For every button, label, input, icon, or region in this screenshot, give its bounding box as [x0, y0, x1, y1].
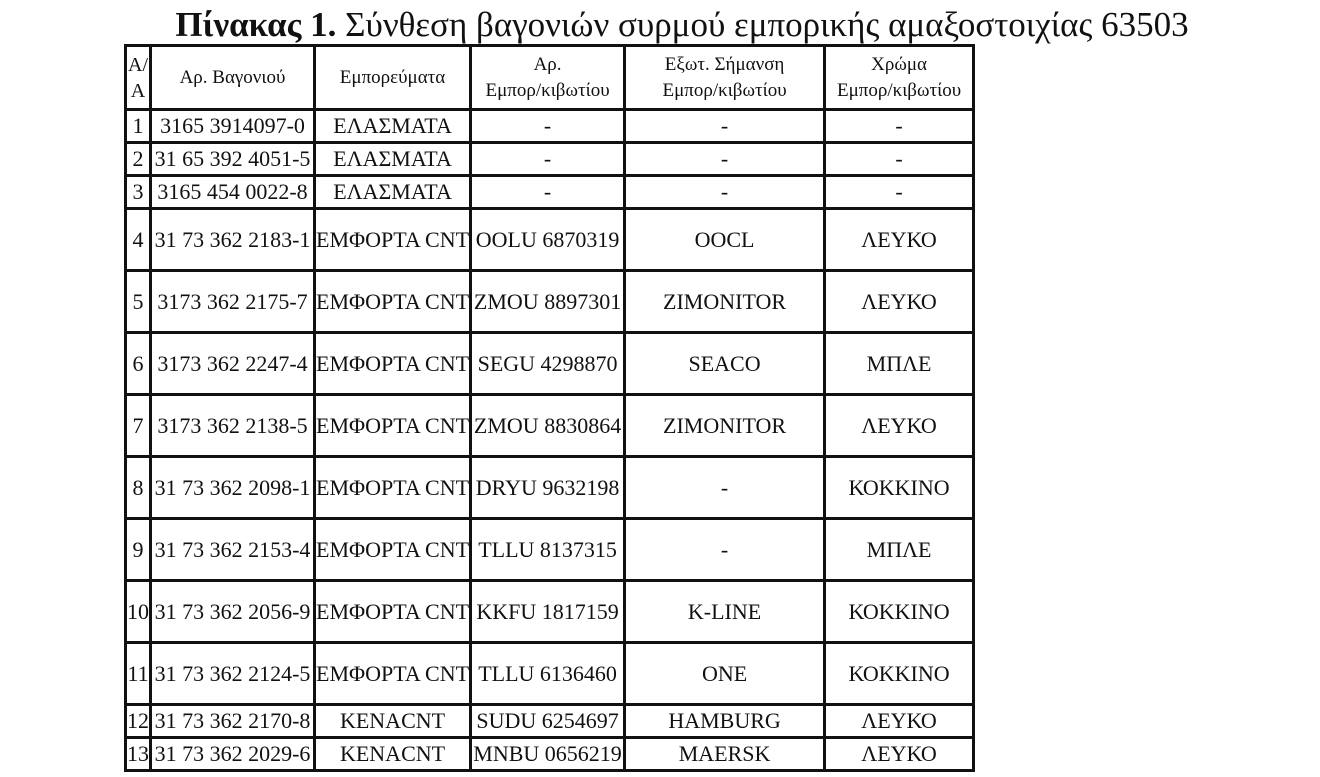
- cell-marking: OOCL: [626, 210, 826, 272]
- cell-marking: ONE: [626, 644, 826, 706]
- cell-marking: -: [626, 111, 826, 144]
- cell-wagon: 3173 362 2138-5: [152, 396, 316, 458]
- header-marking: [626, 47, 826, 111]
- cell-aa: 2: [127, 144, 152, 177]
- cell-aa: 10: [127, 582, 152, 644]
- cell-goods: ΕΜΦΟΡΤΑ CNT: [316, 582, 472, 644]
- cell-container-no: SEGU 4298870: [472, 334, 626, 396]
- cell-container-no: -: [472, 111, 626, 144]
- cell-container-no: DRYU 9632198: [472, 458, 626, 520]
- cell-container-no: ZMOU 8830864: [472, 396, 626, 458]
- cell-marking: -: [626, 144, 826, 177]
- cell-goods: ΕΜΦΟΡΤΑ CNT: [316, 396, 472, 458]
- cell-container-no: KKFU 1817159: [472, 582, 626, 644]
- header-container-no: [472, 47, 626, 111]
- cell-wagon: 31 73 362 2124-5: [152, 644, 316, 706]
- cell-goods: ΕΛΑΣΜΑΤΑ: [316, 111, 472, 144]
- table-row: [127, 739, 975, 772]
- header-goods: Εμπορεύματα: [316, 47, 472, 111]
- header-marking-line1: Εξωτ. Σήμανση: [664, 53, 785, 75]
- cell-color: ΛΕΥΚΟ: [826, 210, 975, 272]
- cell-marking: -: [626, 520, 826, 582]
- header-color-line2: Εμπορ/κιβωτίου: [836, 79, 962, 101]
- table-row: [127, 396, 975, 458]
- header-color-line1: Χρώμα: [871, 53, 927, 75]
- cell-aa: 5: [127, 272, 152, 334]
- table-row: [127, 458, 975, 520]
- cell-aa: 9: [127, 520, 152, 582]
- cell-color: ΚΟΚΚΙΝΟ: [826, 644, 975, 706]
- cell-color: -: [826, 111, 975, 144]
- table-row: [127, 520, 975, 582]
- cell-goods: ΕΜΦΟΡΤΑ CNT: [316, 520, 472, 582]
- table-row: [127, 144, 975, 177]
- cell-wagon: 31 73 362 2153-4: [152, 520, 316, 582]
- cell-color: ΛΕΥΚΟ: [826, 396, 975, 458]
- cell-aa: 4: [127, 210, 152, 272]
- cell-container-no: ZMOU 8897301: [472, 272, 626, 334]
- cell-goods: ΕΛΑΣΜΑΤΑ: [316, 144, 472, 177]
- header-container-no-line1: Αρ.: [533, 53, 562, 75]
- cell-wagon: 31 73 362 2098-1: [152, 458, 316, 520]
- cell-wagon: 31 73 362 2056-9: [152, 582, 316, 644]
- cell-aa: 1: [127, 111, 152, 144]
- cell-color: -: [826, 177, 975, 210]
- cell-goods: ΕΜΦΟΡΤΑ CNT: [316, 272, 472, 334]
- cell-wagon: 3173 362 2247-4: [152, 334, 316, 396]
- header-container-no-line2: Εμπορ/κιβωτίου: [485, 79, 610, 101]
- header-row: [127, 47, 975, 111]
- header-marking-line2: Εμπορ/κιβωτίου: [662, 79, 787, 101]
- cell-goods: KENACNT: [316, 706, 472, 739]
- cell-aa: 6: [127, 334, 152, 396]
- cell-wagon: 3173 362 2175-7: [152, 272, 316, 334]
- cell-wagon: 3165 454 0022-8: [152, 177, 316, 210]
- cell-aa: 3: [127, 177, 152, 210]
- table-caption: [0, 2, 1320, 48]
- cell-marking: -: [626, 177, 826, 210]
- table-row: [127, 177, 975, 210]
- cell-goods: KENACNT: [316, 739, 472, 772]
- cell-goods: ΕΜΦΟΡΤΑ CNT: [316, 458, 472, 520]
- cell-color: -: [826, 144, 975, 177]
- cell-wagon: 3165 3914097-0: [152, 111, 316, 144]
- cell-container-no: SUDU 6254697: [472, 706, 626, 739]
- cell-marking: MAERSK: [626, 739, 826, 772]
- cell-aa: 13: [127, 739, 152, 772]
- cell-marking: ZIMONITOR: [626, 272, 826, 334]
- cell-wagon: 31 65 392 4051-5: [152, 144, 316, 177]
- cell-marking: HAMBURG: [626, 706, 826, 739]
- cell-container-no: TLLU 8137315: [472, 520, 626, 582]
- wagon-composition-table: [124, 44, 975, 772]
- cell-marking: -: [626, 458, 826, 520]
- table-row: [127, 644, 975, 706]
- cell-goods: ΕΜΦΟΡΤΑ CNT: [316, 334, 472, 396]
- table-row: [127, 272, 975, 334]
- caption-label: Πίνακας 1.: [175, 5, 337, 44]
- cell-aa: 7: [127, 396, 152, 458]
- cell-color: ΛΕΥΚΟ: [826, 739, 975, 772]
- cell-marking: SEACO: [626, 334, 826, 396]
- cell-aa: 11: [127, 644, 152, 706]
- cell-container-no: TLLU 6136460: [472, 644, 626, 706]
- table-row: [127, 582, 975, 644]
- cell-wagon: 31 73 362 2183-1: [152, 210, 316, 272]
- header-aa: Α/Α: [127, 47, 152, 111]
- cell-container-no: OOLU 6870319: [472, 210, 626, 272]
- header-color: [826, 47, 975, 111]
- cell-color: ΜΠΛΕ: [826, 334, 975, 396]
- table-row: [127, 111, 975, 144]
- header-wagon: Αρ. Βαγονιού: [152, 47, 316, 111]
- cell-container-no: -: [472, 177, 626, 210]
- cell-container-no: -: [472, 144, 626, 177]
- table-row: [127, 334, 975, 396]
- cell-marking: ZIMONITOR: [626, 396, 826, 458]
- cell-marking: K-LINE: [626, 582, 826, 644]
- caption-text: Σύνθεση βαγονιών συρμού εμπορικής αμαξοστοιχίας 63503: [345, 5, 1189, 44]
- cell-color: ΛΕΥΚΟ: [826, 706, 975, 739]
- cell-color: ΛΕΥΚΟ: [826, 272, 975, 334]
- table-row: [127, 706, 975, 739]
- cell-container-no: MNBU 0656219: [472, 739, 626, 772]
- cell-color: ΚΟΚΚΙΝΟ: [826, 458, 975, 520]
- cell-goods: ΕΜΦΟΡΤΑ CNT: [316, 644, 472, 706]
- cell-aa: 12: [127, 706, 152, 739]
- cell-aa: 8: [127, 458, 152, 520]
- cell-wagon: 31 73 362 2170-8: [152, 706, 316, 739]
- cell-color: ΜΠΛΕ: [826, 520, 975, 582]
- cell-goods: ΕΜΦΟΡΤΑ CNT: [316, 210, 472, 272]
- cell-goods: ΕΛΑΣΜΑΤΑ: [316, 177, 472, 210]
- cell-wagon: 31 73 362 2029-6: [152, 739, 316, 772]
- cell-color: ΚΟΚΚΙΝΟ: [826, 582, 975, 644]
- table-row: [127, 210, 975, 272]
